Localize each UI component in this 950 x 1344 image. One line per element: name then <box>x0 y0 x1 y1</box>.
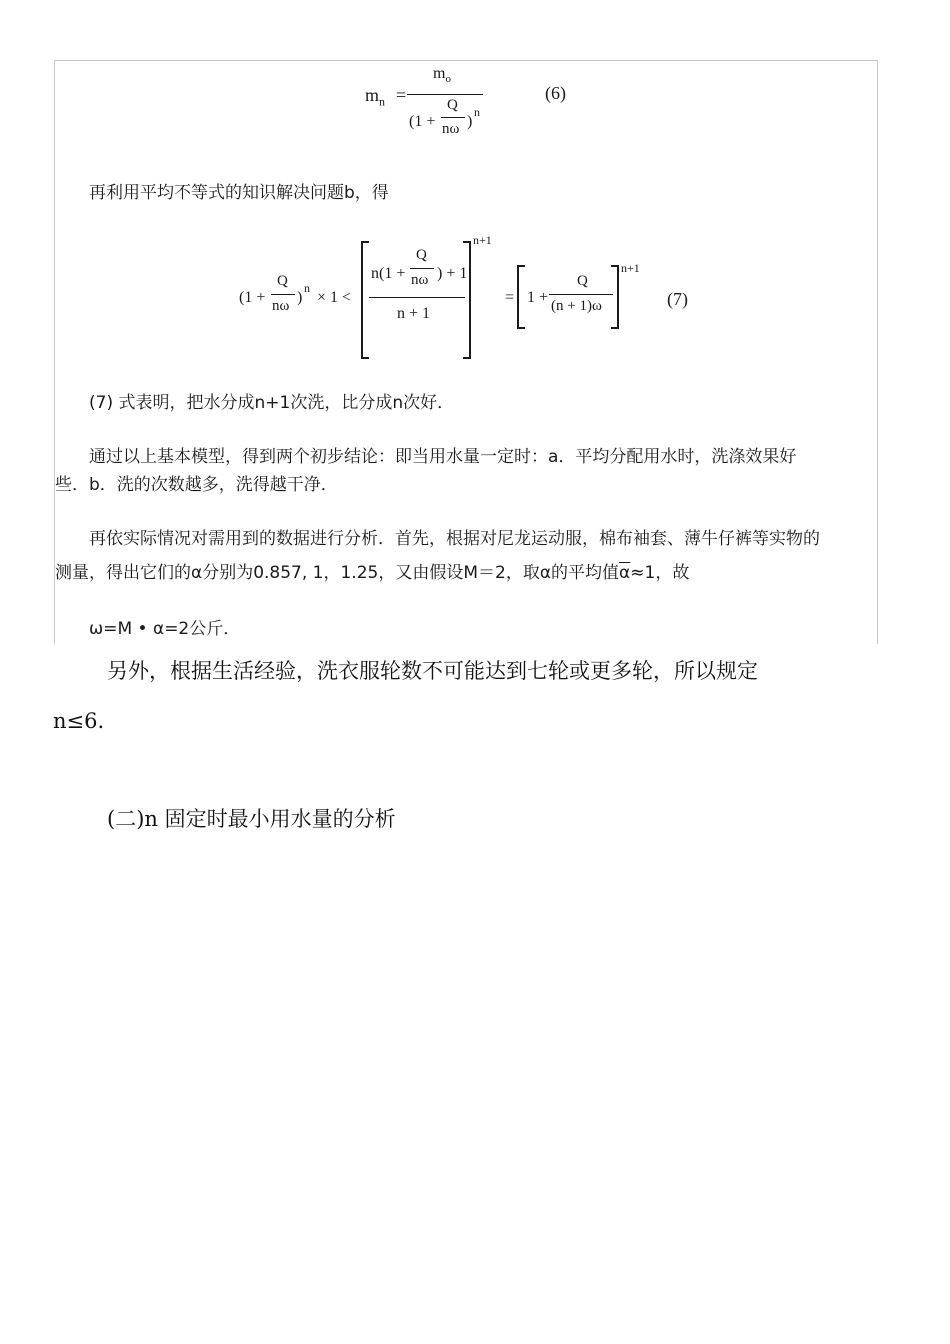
eq7-left-close: ) <box>297 289 303 306</box>
figure-last-line: ω=M • α=2公斤． <box>89 619 241 639</box>
figure-para2-line1: 再依实际情况对需用到的数据进行分析．首先，根据对尼龙运动服，棉布袖套、薄牛仔裤等实物的 <box>89 529 820 549</box>
eq7-right-bracket <box>463 241 471 359</box>
figure-para2-line2: 测量，得出它们的α分别为0.857, 1，1.25，又由假设M＝2，取α的平均值$\overline{\alpha}\approx 1$，故 <box>55 563 690 583</box>
eq7-right-open: 1 + <box>527 289 549 306</box>
eq6-denom-close: ) <box>467 113 473 130</box>
eq7-left-den: nω <box>272 298 290 314</box>
eq7-right-exp: n+1 <box>621 261 640 275</box>
alpha-bar: $\overline{\alpha}$ <box>619 563 631 583</box>
eq6-denom-exp: n <box>474 105 480 119</box>
eq6-denom-num: Q <box>447 97 458 113</box>
figure-line-2: (7) 式表明，把水分成n+1次洗，比分成n次好． <box>89 393 455 413</box>
eq7-left-bracket <box>361 241 369 359</box>
eq7-left-open: (1 + <box>239 289 266 306</box>
eq6-tag: (6) <box>545 83 566 103</box>
section-heading: (二)n 固定时最小用水量的分析 <box>107 807 396 831</box>
eq7-mid-num-num: Q <box>416 247 427 263</box>
eq7-tag: (7) <box>667 289 688 309</box>
body-paragraph-line2: n≤6. <box>53 709 105 733</box>
eq6-denom-bar <box>441 117 465 118</box>
equation-figure <box>54 60 878 644</box>
eq7-mid-num-den: nω <box>411 272 429 288</box>
eq7-right-den: (n + 1)ω <box>551 298 602 314</box>
eq7-left-exp: n <box>304 281 310 295</box>
eq7-left-num: Q <box>277 273 288 289</box>
figure-para1-line2: 些．b．洗的次数越多，洗得越干净． <box>55 475 338 495</box>
eq7-mid-bar <box>369 297 465 298</box>
eq6-fraction-bar <box>407 94 483 95</box>
figure-para1-line1: 通过以上基本模型，得到两个初步结论：即当用水量一定时：a．平均分配用水时，洗涤效果好 <box>89 447 797 467</box>
eq7-left-bar <box>271 294 295 295</box>
figure-line-1: 再利用平均不等式的知识解决问题b，得 <box>89 183 389 203</box>
eq6-denom-den: nω <box>442 121 460 137</box>
eq7-mid-inner-bar <box>410 268 434 269</box>
body-paragraph-line1: 另外，根据生活经验，洗衣服轮数不可能达到七轮或更多轮，所以规定 <box>107 659 758 683</box>
eq7-mid-den: n + 1 <box>397 305 431 322</box>
eq7-equals: = <box>505 289 515 306</box>
eq6-equals: = <box>396 85 407 105</box>
eq7-mid-num-close: ) + 1 <box>437 265 468 282</box>
eq6-lhs: $m_n$ <box>365 85 386 109</box>
eq7-times: × 1 < <box>317 289 352 306</box>
eq6-numerator: $m_o$ <box>433 65 451 86</box>
eq7-right-bar <box>549 294 613 295</box>
eq7-mid-num-open: n(1 + <box>371 265 406 282</box>
eq7-right-left-bracket <box>517 265 525 329</box>
eq7-right-num: Q <box>577 273 588 289</box>
eq7-mid-exp: n+1 <box>473 233 492 247</box>
eq7-right-right-bracket <box>611 265 619 329</box>
eq6-denom-open: (1 + <box>409 113 436 130</box>
